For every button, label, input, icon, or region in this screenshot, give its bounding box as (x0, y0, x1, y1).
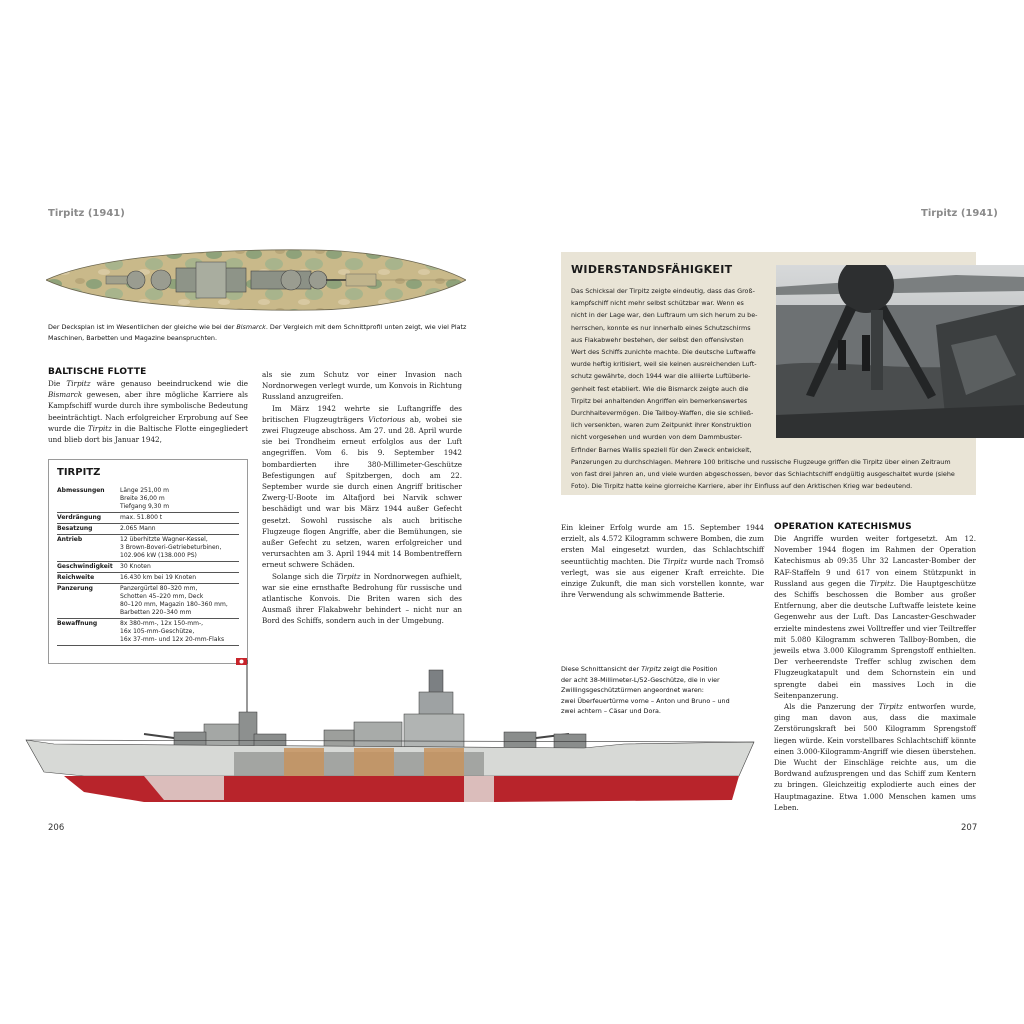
heading-baltische-flotte: BALTISCHE FLOTTE (48, 367, 147, 377)
profile-caption: Diese Schnittansicht der Tirpitz zeigt die Position der acht 38-Millimeter-L/52-Geschütze, die in vier Zwillingsgeschütztürmen angeordnet waren: zwei Überfeuertürme vorne – Anton und Bruno – und zwei achtern – Cäsar und Dora. (561, 665, 730, 715)
spec-row: Antrieb 12 überhitzte Wagner-Kessel, 3 Brown-Boveri-Getriebeturbinen, 102.906 kW (138.000 PS) (57, 535, 239, 562)
spec-row: Panzerung Panzergürtel 80–320 mm, Schotten 45–220 mm, Deck 80–120 mm, Magazin 180–360 mm, Barbetten 220–340 mm (57, 584, 239, 619)
heading-operation-katechismus: OPERATION KATECHISMUS (774, 522, 912, 532)
page-number-right: 207 (961, 823, 978, 833)
spec-box-title: TIRPITZ (57, 467, 101, 478)
spec-row: Verdrängung max. 51.800 t (57, 513, 239, 524)
deck-plan-illustration (46, 246, 466, 316)
spec-row: Geschwindigkeit 30 Knoten (57, 562, 239, 573)
running-header-left: Tirpitz (1941) (48, 208, 125, 219)
sidebar-title: WIDERSTANDSFÄHIGKEIT (571, 263, 733, 276)
spec-row: Besatzung 2.065 Mann (57, 524, 239, 535)
running-header-right: Tirpitz (1941) (921, 208, 998, 219)
text-column-3: Ein kleiner Erfolg wurde am 15. September 1944 erzielt, als 4.572 Kilogramm schwere Bomben, die zum ersten Mal eingesetzt wurden, das Schlachtschiff seeuntüchtig machten. Die Tirpitz wurde nach Tromsö verlegt, was sie aus eigener Kraft erreichte. Die einzige Zukunft, die man sich vorstellen konnte, war ihre Verwendung als schwimmende Batterie. (561, 523, 764, 600)
spec-box (48, 459, 248, 664)
spec-row: Bewaffnung 8x 380-mm-, 12x 150-mm-, 16x 105-mm-Geschütze, 16x 37-mm- und 12x 20-mm-Flaks (57, 619, 239, 646)
text-column-2: als sie zum Schutz vor einer Invasion nach Nordnorwegen verlegt wurde, um Konvois in Richtung Russland anzugreifen. Im März 1942 wehrte sie Luftangriffe des britischen Flugzeugträgers Victorious ab, wobei sie zwei Flugzeuge abschoss. Am 27. und 28. April wurde sie bei Trondheim erneut erfolglos aus der Luft angegriffen. Vom 6. bis 9. September 1942 bombardierten ihre 380-Millimeter-Geschütze Befestigungen auf Spitzbergen, doch am 22. September wurde sie durch einen Angriff britischer Zwerg-U-Boote im Altafjord bei Narvik schwer beschädigt und war bis März 1944 außer Gefecht gesetzt. Sowohl russische als auch britische Flugzeuge flogen Angriffe, aber die Bemühungen, sie außer Gefecht zu setzen, waren erfolgreicher und verursachten am 3. April 1944 mit 14 Bombentreffern erneut schwere Schäden. Solange sich die Tirpitz in Nordnorwegen aufhielt, war sie eine ernsthafte Bedrohung für russische und atlantische Konvois. Die Briten waren sich des Ausmaß ihrer Flakabwehr behindert – nicht nur an Bord des Schiffs, sondern auch in der Umgebung. (262, 370, 462, 626)
spec-table (57, 486, 239, 646)
sidebar-text: Das Schicksal der Tirpitz zeigte eindeutig, dass das Groß- kampfschiff nicht mehr selbst schützbar war. Wenn es nicht in der Lage war, den Luftraum um sich herum zu be- herrschen, konnte es nur innerhalb eines Schutzschirms aus Flakabwehr bestehen, der selbst den offensivsten Wert des Schiffs zunichte machte. Die deutsche Luftwaffe wurde heftig kritisiert, weil sie keinen ausreichenden Luft- schutz gewährte, doch 1944 war die alliierte Luftüberle- genheit fest etabliert. Wie die Bismarck zeigte auch die Tirpitz bei anhaltenden Angriffen ein bemerkenswertes Durchhaltevermögen. Die Tallboy-Waffen, die sie schließ- lich versenkten, waren zum Zeitpunkt ihrer Konstruktion nicht vorgesehen und wurden von dem Dammbuster- Erfinder Barnes Wallis speziell für den Zweck entwickelt, Panzerungen zu durchschlagen. Mehrere 100 britische und russische Flugzeuge griffen die Tirpitz über einen Zeitraum von fast drei Jahren an, und viele wurden abgeschossen, bevor das Schlachtschiff endgültig ausgeschaltet wurde (siehe Foto). Die Tirpitz hatte keine glorreiche Karriere, aber ihr Einfluss auf den Arktischen Krieg war bedeutend. (571, 287, 955, 491)
page-number-left: 206 (48, 823, 65, 833)
wreck-photo (776, 265, 1024, 438)
ship-cutaway-illustration (24, 652, 759, 802)
text-baltische-flotte: Die Tirpitz wäre genauso beeindruckend wie die Bismarck gewesen, aber ihre mögliche Karriere als Kampfschiff wurde durch ihre symbolische Bedeutung beeinträchtigt. Nach erfolgreicher Erprobung auf See wurde die Tirpitz in die Baltische Flotte eingegliedert und blieb dort bis Januar 1942, (48, 379, 249, 445)
text-operation-katechismus: Die Angriffe wurden weiter fortgesetzt. Am 12. November 1944 flogen im Rahmen der Operation Katechismus ab 09:35 Uhr 32 Lancaster-Bomber der RAF-Staffeln 9 und 617 von einem Stützpunkt in Russland aus gegen die Tirpitz. Die Hauptgeschütze des Schiffs beschossen die Bomber aus großer Entfernung, aber die deutsche Luftwaffe leistete keine Gegenwehr aus der Luft. Das Lancaster-Geschwader erzielte mindestens zwei Volltreffer und vier Teiltreffer mit 5.080 Kilogramm schweren Tallboy-Bomben, die jeweils etwa 3.000 Kilogramm Sprengstoff enthielten. Der verheerendste Treffer schlug zwischen dem Flugzeugkatapult und dem Schornstein ein und sprengte dabei ein massives Loch in die Seitenpanzerung. Als die Panzerung der Tirpitz entworfen wurde, ging man davon aus, dass die maximale Zerstörungskraft bei 500 Kilogramm Sprengstoff liegen würde. Kein vorstellbares Schlachtschiff könnte einen 3.000-Kilogramm-Angriff wie diesen überstehen. Die Wucht der Einschläge reichte aus, um die Bordwand aufzusprengen und das Schiff zum Kentern zu bringen. Gleichzeitig explodierte auch eines der Hauptmagazine. Etwa 1.000 Menschen kamen ums Leben. (774, 534, 977, 812)
spec-row: Reichweite 16.430 km bei 19 Knoten (57, 573, 239, 584)
spec-row: Abmessungen Länge 251,00 m Breite 36,00 m Tiefgang 9,30 m (57, 486, 239, 513)
deck-plan-caption: Der Decksplan ist im Wesentlichen der gleiche wie bei der Bismarck. Der Vergleich mit dem Schnittprofil unten zeigt, wie viel Platz Maschinen, Barbetten und Magazine beanspruchten. (48, 323, 467, 342)
